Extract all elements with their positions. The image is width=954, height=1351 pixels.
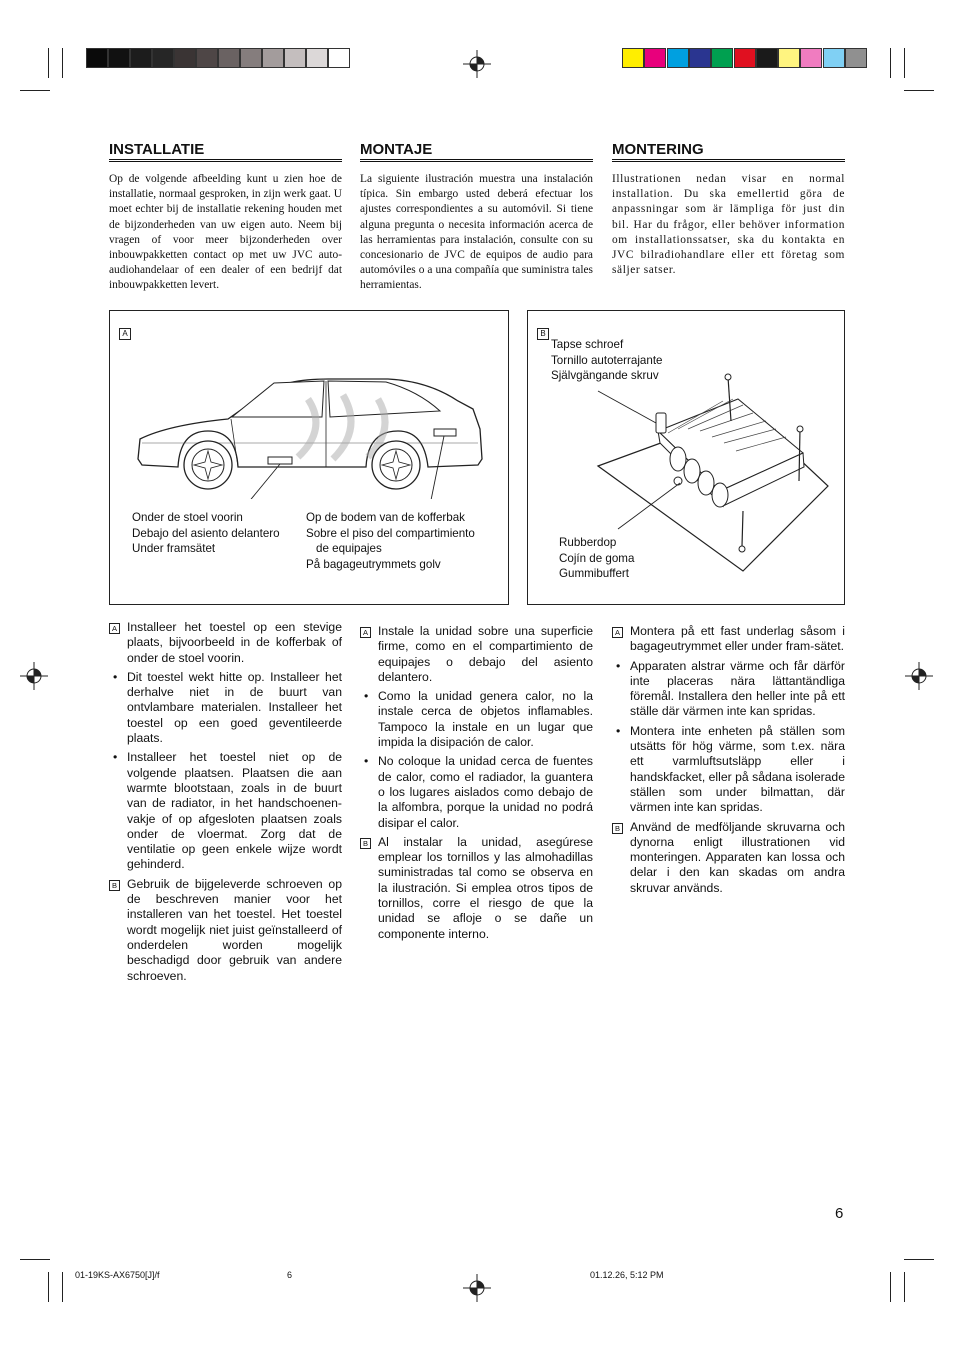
instruction-text: Installeer het toestel op een stevige plaats, bijvoorbeeld in de kofferbak of onder de stoel voorin. [127, 620, 342, 665]
crop-mark [48, 48, 49, 78]
gray-swatch [196, 48, 218, 68]
instruction-item [109, 750, 342, 872]
figure-reference-tag: A [109, 623, 120, 634]
color-swatch [800, 48, 822, 68]
gray-swatch [108, 48, 130, 68]
bullet-marker: • [364, 754, 369, 769]
gray-swatch [328, 48, 350, 68]
instruction-text: Montera på ett fast underlag såsom i bagageutrymmet eller under fram-sätet. [630, 624, 845, 654]
bullet-marker: • [113, 750, 118, 765]
gray-swatch [174, 48, 196, 68]
bullet-marker: • [616, 658, 621, 673]
footer-page: 6 [287, 1270, 293, 1280]
figure-b-screw-mount [527, 310, 845, 605]
gray-swatch [306, 48, 328, 68]
figure-reference-tag: A [360, 627, 371, 638]
instruction-text: Gebruik de bijgeleverde schroeven op de beschreven manier voor het installeren van het toestel. Het toestel wordt mogelijk niet juist geïnstalleerd of onderdelen worden mogelijk beschadigd door gebruik van andere schroeven. [127, 876, 342, 983]
crop-mark [48, 1272, 49, 1302]
instruction-item [612, 820, 845, 896]
gray-swatch [86, 48, 108, 68]
label-trunk-floor: Op de bodem van de kofferbak Sobre el piso del compartimiento de equipajes På bagageutrymmets golv [306, 511, 475, 571]
crop-mark [904, 90, 934, 91]
color-swatch [667, 48, 689, 68]
color-swatch [711, 48, 733, 68]
instruction-item [109, 670, 342, 746]
bullet-marker: • [616, 723, 621, 738]
gray-swatch [218, 48, 240, 68]
crop-mark [904, 1259, 934, 1260]
gray-swatch [262, 48, 284, 68]
figure-reference-tag: B [360, 838, 371, 849]
instruction-text: Montera inte enheten på ställen som utsätts för hög värme, som t.ex. nära ett varmluftsutsläpp eller i handskfacket, eller på sådana isolerade ställen som under bilmattan, där värmen inte kan spridas. [630, 723, 845, 815]
heading-dutch: INSTALLATIE [109, 141, 342, 162]
instruction-text: Apparaten alstrar värme och får därför inte placeras nära lättantändliga föremål. Installera den heller inte på ett ställe där värmen inte kan spridas. [630, 658, 845, 719]
crop-mark [20, 1259, 50, 1260]
page-number: 6 [835, 1205, 844, 1222]
color-swatch [644, 48, 666, 68]
crop-mark [20, 90, 50, 91]
body-column-swedish [612, 620, 845, 900]
instruction-item [612, 724, 845, 816]
instruction-text: Använd de medföljande skruvarna och dynorna enligt illustrationen vid monteringen. Apparaten kan lossa och delar i den kan skadas om andra skruvar används. [630, 819, 845, 895]
intro-dutch: Op de volgende afbeelding kunt u zien hoe de installatie, normaal gesproken, in zijn werk gaat. U moet echter bij de installatie rekening houden met de bijzonderheden van uw eigen auto. Neem bij vragen of voor meer bijzonderheden over inbouwpakketten contact op met uw JVC auto-audiohandelaar of een dealer of een bedrijf dat inbouwpakketten levert. [109, 173, 342, 292]
color-swatch [622, 48, 644, 68]
instruction-item [360, 754, 593, 830]
instruction-item [109, 620, 342, 666]
body-column-spanish [360, 620, 593, 946]
body-column-dutch [109, 620, 342, 988]
instruction-text: Installeer het toestel niet op de volgende plaatsen. Plaatsen die aan warmte blootstaan, zoals in de buurt van de radiator, in het handschoenen-vakje of op afgesloten plaatsen zoals onder de vloermat. Zorg dat de ventilatie op geen enkele wijze wordt gehinderd. [127, 750, 342, 872]
gray-swatch [152, 48, 174, 68]
crop-mark [62, 1272, 63, 1302]
crop-mark [890, 48, 891, 78]
color-swatch [756, 48, 778, 68]
instruction-text: No coloque la unidad cerca de fuentes de calor, como el radiador, la guantera o los lugares aislados como debajo de la alfombra, porque la unidad no podrá disipar el calor. [378, 754, 593, 830]
footer-file-name: 01-19KS-AX6750[J]/f [75, 1270, 160, 1280]
color-swatch [778, 48, 800, 68]
instruction-item [360, 835, 593, 942]
figure-b-tag: B [537, 328, 549, 340]
bullet-marker: • [113, 669, 118, 684]
heading-swedish: MONTERING [612, 141, 845, 162]
figure-reference-tag: B [612, 823, 623, 834]
crop-mark [890, 1272, 891, 1302]
figure-a-tag: A [119, 328, 131, 340]
label-rubber-cushion: Rubberdop Cojín de goma Gummibuffert [559, 536, 635, 580]
instruction-item [360, 624, 593, 685]
color-swatch [689, 48, 711, 68]
intro-spanish: La siguiente ilustración muestra una instalación típica. Sin embargo usted deberá efectuar los ajustes correspondientes a su automóvil. Si tiene alguna pregunta o necesita información acerca de las herramientas para instalación, consulte con su concesionario de JVC de equipos de audio para automóviles o a una compañía que suministra tales herramientas. [360, 173, 593, 292]
gray-swatch [130, 48, 152, 68]
instruction-item [612, 659, 845, 720]
figure-reference-tag: B [109, 880, 120, 891]
instruction-text: Instale la unidad sobre una superficie firme, como en el compartimiento de equipajes o debajo del asiento delantero. [378, 624, 593, 684]
car-illustration [128, 369, 488, 499]
registration-target-icon [20, 662, 48, 690]
registration-target-icon [463, 1274, 491, 1302]
footer-timestamp: 01.12.26, 5:12 PM [590, 1270, 664, 1280]
instruction-item [109, 877, 342, 984]
instruction-item [360, 689, 593, 750]
intro-swedish: Illustrationen nedan visar en normal installation. Du ska emellertid göra de anpassningar som är lämpliga för just din bil. Har du frågor, eller behöver information om installationssatser, ska du kontakta en JVC bilradiohandlare eller ett företag som säljer satser. [612, 173, 845, 277]
color-swatch [845, 48, 867, 68]
crop-mark [904, 1272, 905, 1302]
gray-swatch [240, 48, 262, 68]
crop-mark [904, 48, 905, 78]
crop-mark [62, 48, 63, 78]
registration-target-icon [463, 50, 491, 78]
figure-a-car-install [109, 310, 509, 605]
bullet-marker: • [364, 689, 369, 704]
figure-reference-tag: A [612, 627, 623, 638]
color-swatch [734, 48, 756, 68]
instruction-text: Como la unidad genera calor, no la instale cerca de objetos inflamables. Tampoco la instale en un lugar que impida la disipación de calor. [378, 689, 593, 750]
instruction-item [612, 624, 845, 655]
registration-target-icon [905, 662, 933, 690]
color-swatch [823, 48, 845, 68]
label-under-front-seat: Onder de stoel voorin Debajo del asiento delantero Under framsätet [132, 511, 280, 555]
heading-spanish: MONTAJE [360, 141, 593, 162]
gray-swatch [284, 48, 306, 68]
instruction-text: Dit toestel wekt hitte op. Installeer het derhalve niet in de buurt van ontvlambare materialen. Installeer het toestel op een goed geventileerde plaats. [127, 669, 342, 746]
instruction-text: Al instalar la unidad, asegúrese emplear los tornillos y las almohadillas suministradas tal como se observa en la ilustración. Si emplea otros tipos de tornillos, corre el riesgo de que la unidad se afloje o se dañe un componente interno. [378, 834, 593, 941]
label-self-tapping-screw: Tapse schroef Tornillo autoterrajante Självgängande skruv [551, 338, 663, 382]
